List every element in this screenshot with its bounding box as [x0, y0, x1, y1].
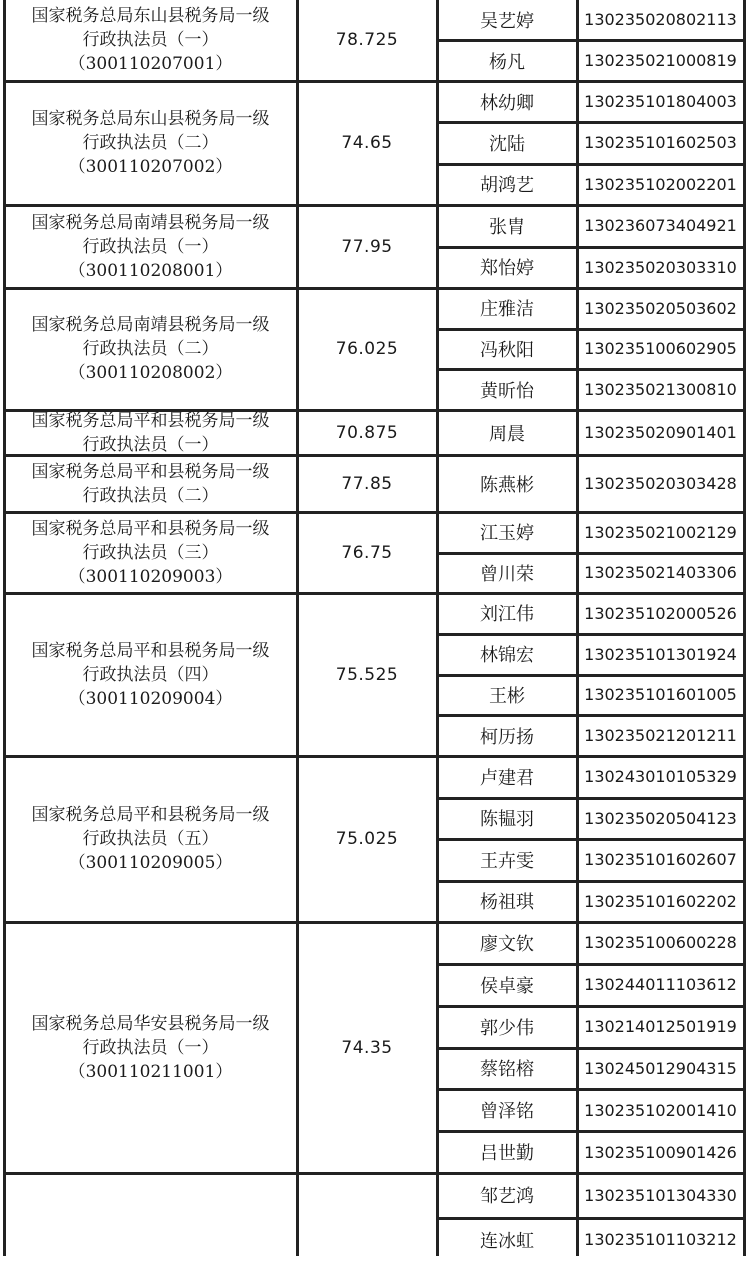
post-line: 行政执法员（一） [83, 235, 219, 259]
candidate-name: 廖文钦 [437, 922, 577, 964]
candidate-name: 郑怡婷 [437, 247, 577, 289]
candidate-name: 郭少伟 [437, 1006, 577, 1048]
candidate-name: 侯卓豪 [437, 964, 577, 1006]
post-line: 国家税务总局华安县税务局一级 [32, 1012, 270, 1036]
candidate-id: 130235021403306 [577, 553, 744, 594]
score-cell: 75.525 [297, 593, 437, 756]
candidate-id: 130235021201211 [577, 715, 744, 756]
candidate-name: 杨祖琪 [437, 881, 577, 923]
candidate-id: 130243010105329 [577, 756, 744, 798]
post-line: （300110209003） [69, 565, 233, 589]
candidate-name: 陈燕彬 [437, 455, 577, 512]
candidate-name: 杨凡 [437, 40, 577, 81]
score-cell: 75.025 [297, 756, 437, 922]
post-cell [4, 455, 297, 512]
post-line: 国家税务总局平和县税务局一级 [32, 517, 270, 541]
post-line: 行政执法员（一） [83, 1036, 219, 1060]
candidate-name: 王卉雯 [437, 839, 577, 881]
candidate-name: 庄雅洁 [437, 288, 577, 329]
candidate-id: 130236073404921 [577, 205, 744, 247]
candidate-id: 130235101304330 [577, 1173, 744, 1218]
candidate-id: 130235021002129 [577, 512, 744, 553]
post-line: （300110211001） [69, 1060, 233, 1084]
post-line: （300110208002） [69, 361, 233, 385]
post-cell [4, 922, 297, 1173]
post-cell [4, 81, 297, 205]
candidate-name: 林锦宏 [437, 634, 577, 675]
post-cell [4, 593, 297, 756]
candidate-id: 130235020504123 [577, 798, 744, 840]
candidate-name: 刘江伟 [437, 593, 577, 634]
candidate-id: 130235020802113 [577, 0, 744, 40]
candidate-id: 130245012904315 [577, 1048, 744, 1090]
candidate-id: 130235102002201 [577, 164, 744, 205]
candidate-id: 130235100600228 [577, 922, 744, 964]
post-line: 行政执法员（三） [83, 541, 219, 565]
candidate-name: 沈陆 [437, 122, 577, 163]
candidate-name: 陈韫羽 [437, 798, 577, 840]
candidate-name: 林幼卿 [437, 81, 577, 122]
candidate-id: 130235101804003 [577, 81, 744, 122]
candidate-id: 130235021300810 [577, 369, 744, 410]
candidate-name: 连冰虹 [437, 1218, 577, 1262]
post-cell [4, 288, 297, 410]
candidate-name: 王彬 [437, 675, 577, 716]
post-line: 国家税务总局平和县税务局一级 [32, 803, 270, 827]
candidate-id: 130235101602202 [577, 881, 744, 923]
score-cell: 74.35 [297, 922, 437, 1173]
candidate-id: 130235100602905 [577, 329, 744, 370]
score-cell: 76.025 [297, 288, 437, 410]
post-cell [4, 512, 297, 593]
candidate-id: 130235020901401 [577, 410, 744, 455]
post-cell [4, 756, 297, 922]
candidate-id: 130235101301924 [577, 634, 744, 675]
post-line: 国家税务总局东山县税务局一级 [32, 107, 270, 131]
candidate-name: 吕世勤 [437, 1131, 577, 1173]
post-cell [4, 0, 297, 81]
score-cell [297, 1173, 437, 1262]
post-line: （300110209005） [69, 851, 233, 875]
post-line: 行政执法员（二） [83, 131, 219, 155]
score-cell: 77.95 [297, 205, 437, 288]
post-line: （300110209004） [69, 687, 233, 711]
score-cell: 76.75 [297, 512, 437, 593]
post-line: （300110208001） [69, 259, 233, 283]
candidate-id: 130244011103612 [577, 964, 744, 1006]
post-line: 国家税务总局平和县税务局一级 [32, 639, 270, 663]
candidate-name: 黄昕怡 [437, 369, 577, 410]
candidate-name: 卢建君 [437, 756, 577, 798]
post-cell [4, 1173, 297, 1262]
post-line: 行政执法员（四） [83, 663, 219, 687]
candidate-id: 130235020303310 [577, 247, 744, 289]
post-line: 行政执法员（一） [83, 433, 219, 456]
candidate-id: 130235020303428 [577, 455, 744, 512]
post-line: 国家税务总局南靖县税务局一级 [32, 313, 270, 337]
candidate-id: 130235101602503 [577, 122, 744, 163]
candidate-name: 曾泽铭 [437, 1089, 577, 1131]
post-line: 行政执法员（二） [83, 337, 219, 361]
score-cell: 78.725 [297, 0, 437, 81]
score-cell: 70.875 [297, 410, 437, 455]
post-cell [4, 205, 297, 288]
post-line: 国家税务总局南靖县税务局一级 [32, 211, 270, 235]
candidate-id: 130235101602607 [577, 839, 744, 881]
post-line: 国家税务总局平和县税务局一级 [32, 460, 270, 484]
candidate-id: 130235100901426 [577, 1131, 744, 1173]
candidate-id: 130214012501919 [577, 1006, 744, 1048]
post-line: （300110207002） [69, 155, 233, 179]
post-line: 行政执法员（五） [83, 827, 219, 851]
candidate-name: 柯历扬 [437, 715, 577, 756]
score-cell: 74.65 [297, 81, 437, 205]
candidate-id: 130235102000526 [577, 593, 744, 634]
candidate-name: 江玉婷 [437, 512, 577, 553]
candidate-id: 130235101601005 [577, 675, 744, 716]
candidate-name: 周晨 [437, 410, 577, 455]
score-cell: 77.85 [297, 455, 437, 512]
candidate-name: 蔡铭榕 [437, 1048, 577, 1090]
candidate-id: 130235021000819 [577, 40, 744, 81]
candidate-name: 邹艺鸿 [437, 1173, 577, 1218]
post-line: 行政执法员（二） [83, 484, 219, 508]
post-line: 国家税务总局东山县税务局一级 [32, 4, 270, 28]
post-line: 国家税务总局平和县税务局一级 [32, 410, 270, 433]
candidate-name: 胡鸿艺 [437, 164, 577, 205]
post-line: （300110207001） [69, 52, 233, 76]
candidate-id: 130235020503602 [577, 288, 744, 329]
post-line: 行政执法员（一） [83, 28, 219, 52]
candidate-id: 130235102001410 [577, 1089, 744, 1131]
candidate-name: 张胄 [437, 205, 577, 247]
post-cell [4, 410, 297, 455]
candidate-name: 冯秋阳 [437, 329, 577, 370]
candidate-name: 曾川荣 [437, 553, 577, 594]
candidate-name: 吴艺婷 [437, 0, 577, 40]
candidate-id: 130235101103212 [577, 1218, 744, 1262]
